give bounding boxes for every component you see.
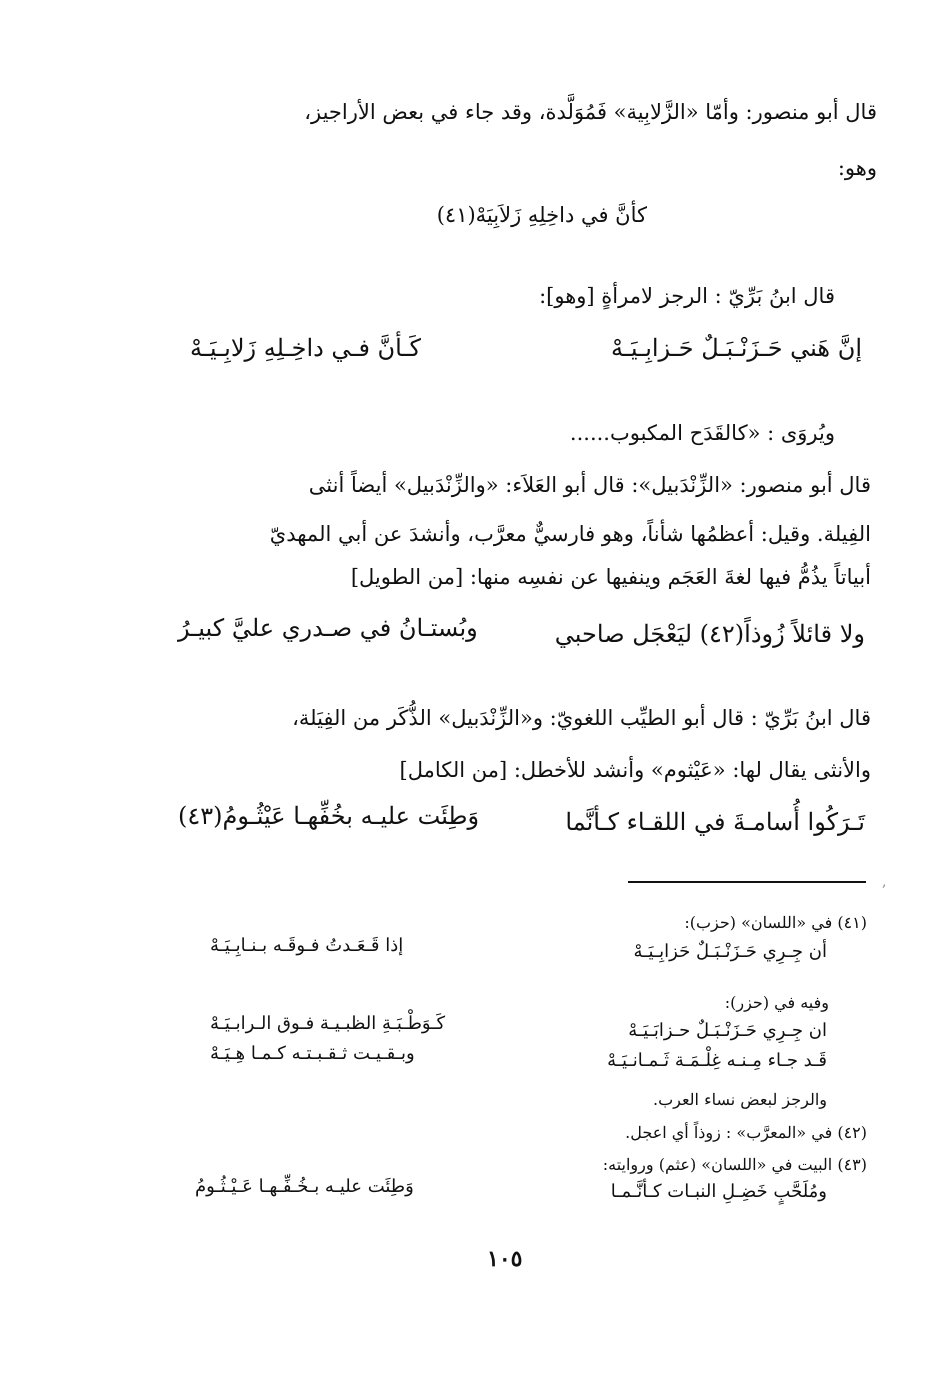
footnote-42: (٤٢) في «المعرَّب» : زوذاً أي اعجل. <box>625 1123 867 1142</box>
page-number: ١٠٥ <box>487 1246 523 1272</box>
para-3-line-2: والأنثى يقال لها: «عَيْثوم» وأنشد للأخطل: [من الكامل] <box>399 758 871 782</box>
para-3-line-1: قال ابنُ بَرِّيّ : قال أبو الطيِّب اللغويّ: و«الزِّنْدَبيل» الذُّكَر من الفِيَلة، <box>292 706 871 730</box>
quoted-verse-41: كأنَّ في داخِلِهِ زَلاَبِيَهْ(٤١) <box>436 203 647 227</box>
para-2-line-3: أبياتاً يذُمُّ فيها لغةَ العَجَم وينفيها عن نفسِه منها: [من الطويل] <box>350 565 871 589</box>
verse-3-second-hemistich: وَطِئَت عليـه بخُفِّهـا عَيْثُـومُ(٤٣) <box>178 802 480 830</box>
footnote-43-verse-first: ومُلَحَّبٍ خَضِـلِ النبـات كـأنَّـمـا <box>610 1181 827 1202</box>
body-line-4: ويُروَى : «كالقَدَح المكبوب...... <box>569 421 835 445</box>
margin-mark: , <box>882 874 887 890</box>
footnote-separator <box>628 881 866 883</box>
footnote-41-verse-2-first: ان جِـرِي حَـزَنْـبَـلٌ حـزابَـيَـهْ <box>628 1020 827 1041</box>
para-2-line-1: قال أبو منصور: «الزِّنْدَبيل»: قال أبو العَلاَء: «والزِّنْدَبيل» أيضاً أنثى <box>308 473 871 497</box>
footnote-41-verse-2-second: كَـوَطْـبَـةِ الظبـيـة فـوق الـرابـيَـهْ <box>210 1013 446 1034</box>
verse-2-first-hemistich: ولا قائلاً زُوذاً(٤٢) ليَعْجَل صاحبي <box>554 620 865 648</box>
body-line-2: وهو: <box>837 156 877 180</box>
para-2-line-2: الفِيلة. وقيل: أعظمُها شأناً، وهو فارسيٌّ معرَّب، وأنشدَ عن أبي المهديّ <box>269 522 871 546</box>
footnote-41-verse-1-second: إذا قَـعَـدتُ فـوقَـه بـنـابِـيَـهْ <box>210 935 404 956</box>
verse-3-first-hemistich: تَـرَكُوا أُسامـةَ في اللقـاء كـأنَّما <box>565 808 865 836</box>
footnote-41-heading: (٤١) في «اللسان» (حزب): <box>684 913 867 932</box>
footnote-41-subheading: وفيه في (حزر): <box>724 993 829 1012</box>
footnote-41-verse-3-first: قَـد جـاء مِـنـه غِلْـمَـة ثَـمـانـيَـهْ <box>607 1050 827 1071</box>
footnote-43-heading: (٤٣) البيت في «اللسان» (عثم) وروايته: <box>602 1155 867 1174</box>
footnote-41-verse-3-second: وبـقـيـت ثـقـبـتـه كـمـا هِـيَـهْ <box>210 1043 415 1064</box>
body-line-3: قال ابنُ بَرِّيّ : الرجز لامرأةٍ [وهو]: <box>539 284 835 308</box>
verse-2-second-hemistich: وبُستـانُ في صـدري عليَّ كبيـرُ <box>178 614 478 642</box>
footnote-41-note: والرجز لبعض نساء العرب. <box>652 1090 827 1109</box>
footnote-41-verse-1-first: أن جِـرِي حَـزَنْـبَـلٌ حَزابِـيَـهْ <box>633 941 827 962</box>
footnote-43-verse-second: وَطِئَت عليـه بـخُـفِّـهـا عَـيْـثُـومُ <box>195 1176 414 1197</box>
verse-1-first-hemistich: إنَّ هَني حَـزَنْـبَـلٌ حَـزابِـيَـهْ <box>611 334 862 362</box>
body-line-1: قال أبو منصور: وأمّا «الزَّلابِية» فَمُوَلَّدة، وقد جاء في بعض الأراجيز، <box>304 100 877 124</box>
verse-1-second-hemistich: كَـأنَّ فـي داخِـلِهِ زَلابِـيَـهْ <box>190 334 421 362</box>
